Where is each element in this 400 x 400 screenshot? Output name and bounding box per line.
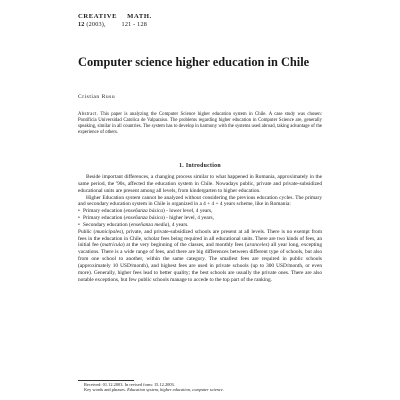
list-item: • Primary education (enseñanza básica) - lower level, 4 years, <box>78 208 213 215</box>
journal-pages: 121 - 128 <box>121 21 148 28</box>
bullet-icon: • <box>78 215 80 222</box>
paper-title: Computer science higher education in Chile <box>78 55 310 69</box>
education-levels-list <box>78 208 322 229</box>
journal-volume: 12 <box>78 21 85 28</box>
journal-name-left: CREATIVE <box>78 13 118 20</box>
journal-name-right: MATH. <box>127 13 152 20</box>
footnote-divider <box>78 380 134 381</box>
paragraph-3: Public (municipales), private, and private-subsidized schools are present at all levels. There is no exempt from fees in the education in Chile, scholar fees being required in all educational units. There are two kinds of fees, an initial fee (matricula) at the very beginning of the classes, and monthly fees (aranceles) all year long, excepting vacations. There is a wide range of fees, and there are big differences between different type of schools, but also from one school to another, within the same category. The smallest fees are required in public schools (approximately 10 USD/month), and highest fees are used in private schools (up to 300 USD/month, or even more). Generally, higher fees lead to better quality; the best schools are usually the private ones. There are also notable exceptions, but few public schools manage to accede to the top part of the ranking. <box>78 228 322 283</box>
paragraph-2: Higher Education system cannot be analyzed without considering the previous education cycles. The primary and secondary education system in Chile is organized in a 4 + 4 + 4 years scheme, like in Romania: <box>78 194 322 208</box>
journal-volume-line <box>78 21 152 29</box>
abstract-text: This paper is analyzing the Computer Science higher education system in Chile. A case study was chosen: Pontificia Universidad Catolica de Valparaiso. The problems regarding higher education in Computer Science are, generally speaking, similar in all countries. The system has to develop in harmony with the systems used abroad, taking advantage of the experience of others. <box>78 112 322 136</box>
abstract-label: Abstract. <box>78 112 99 117</box>
paragraph-1: Beside important differences, a changing process similar to what happened in Romania, approximately in the same period, the '90s, affected the education system in Chile. Nowadays public, private and private-subsidized educational units are present among all levels, from kindergarten to higher education. <box>78 174 322 194</box>
bullet-icon: • <box>78 208 80 215</box>
section-number: 1. <box>179 163 185 169</box>
section-heading <box>78 163 322 169</box>
paper-author: Cristian Rusu <box>78 94 116 100</box>
bullet-icon: • <box>78 221 80 228</box>
list-item: • Secondary education (enseñanza media), 4 years. <box>78 221 189 228</box>
body-text <box>78 174 322 284</box>
journal-name <box>78 13 152 21</box>
abstract <box>78 112 322 136</box>
journal-header <box>78 13 152 29</box>
journal-year: (2003), <box>86 21 106 28</box>
section-title: Introduction <box>185 163 221 169</box>
footnotes <box>78 382 322 393</box>
footnote-received: Received: 01.12.2003. In revised form: 15.12.2003. <box>84 382 175 387</box>
footnote-keywords: Key words and phrases. Education system, higher education, computer science. <box>84 387 224 393</box>
list-item: • Primary education (enseñanza básica) - higher level, 4 years, <box>78 215 214 222</box>
